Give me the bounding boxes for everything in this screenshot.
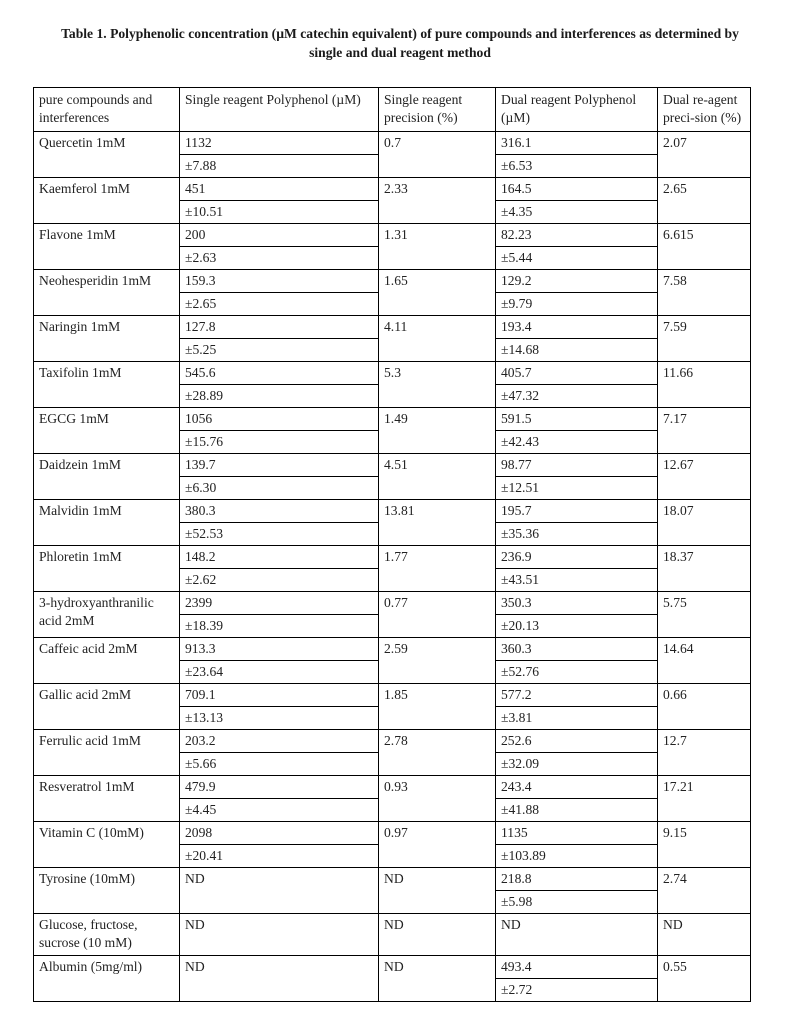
table-row [34,822,751,845]
single-sd: ±52.53 [180,523,379,546]
table-row [34,316,751,339]
single-precision: 0.93 [379,776,496,822]
compound-name: Flavone 1mM [34,224,180,270]
header-row [34,88,751,132]
compound-name: Glucose, fructose, sucrose (10 mM) [34,914,180,956]
single-sd: ±5.66 [180,753,379,776]
single-precision: 1.65 [379,270,496,316]
single-precision: 13.81 [379,500,496,546]
table-caption [8,24,792,62]
dual-precision: 0.66 [658,684,751,730]
single-value: 203.2 [180,730,379,753]
compound-name: Vitamin C (10mM) [34,822,180,868]
table-row [34,132,751,155]
compound-name: Caffeic acid 2mM [34,638,180,684]
single-value: 148.2 [180,546,379,569]
table-row [34,500,751,523]
table-row [34,224,751,247]
single-precision: 1.77 [379,546,496,592]
single-sd: ±13.13 [180,707,379,730]
compound-name: Ferrulic acid 1mM [34,730,180,776]
table-row [34,546,751,569]
dual-value: 360.3 [496,638,658,661]
table-row [34,914,751,956]
single-sd: ±18.39 [180,615,379,638]
dual-value: 164.5 [496,178,658,201]
dual-sd: ±32.09 [496,753,658,776]
dual-value: 129.2 [496,270,658,293]
dual-precision: 14.64 [658,638,751,684]
table-row [34,868,751,891]
dual-value: 591.5 [496,408,658,431]
single-precision: 4.11 [379,316,496,362]
single-precision: 1.85 [379,684,496,730]
single-value: 2098 [180,822,379,845]
dual-value: 243.4 [496,776,658,799]
single-sd: ±2.62 [180,569,379,592]
dual-sd: ±20.13 [496,615,658,638]
table-row [34,730,751,753]
compound-name: Kaemferol 1mM [34,178,180,224]
single-value: ND [180,956,379,1002]
dual-value: 193.4 [496,316,658,339]
compound-name: 3-hydroxyanthranilic acid 2mM [34,592,180,638]
single-precision: 4.51 [379,454,496,500]
single-value: 451 [180,178,379,201]
single-sd: ±23.64 [180,661,379,684]
single-value: 709.1 [180,684,379,707]
dual-precision: 18.37 [658,546,751,592]
dual-precision: 2.07 [658,132,751,178]
compound-name: Naringin 1mM [34,316,180,362]
single-precision: 1.49 [379,408,496,454]
compound-name: Malvidin 1mM [34,500,180,546]
table-row [34,956,751,979]
single-value: 380.3 [180,500,379,523]
compound-name: Resveratrol 1mM [34,776,180,822]
single-value: ND [180,868,379,914]
dual-precision: 7.17 [658,408,751,454]
dual-precision: 5.75 [658,592,751,638]
dual-precision: 6.615 [658,224,751,270]
dual-value: 252.6 [496,730,658,753]
dual-value: 350.3 [496,592,658,615]
compound-name: Taxifolin 1mM [34,362,180,408]
polyphenol-table [33,87,751,1002]
dual-sd: ±5.44 [496,247,658,270]
dual-precision: 17.21 [658,776,751,822]
table-row [34,270,751,293]
dual-value: 577.2 [496,684,658,707]
dual-precision: 12.7 [658,730,751,776]
dual-sd: ±14.68 [496,339,658,362]
single-value: 2399 [180,592,379,615]
dual-value: 236.9 [496,546,658,569]
dual-sd: ±35.36 [496,523,658,546]
table-row [34,638,751,661]
single-precision: 5.3 [379,362,496,408]
compound-name: Quercetin 1mM [34,132,180,178]
single-precision: ND [379,868,496,914]
table-row [34,684,751,707]
single-value: 139.7 [180,454,379,477]
single-precision: 0.97 [379,822,496,868]
single-sd: ±15.76 [180,431,379,454]
compound-name: Albumin (5mg/ml) [34,956,180,1002]
single-sd: ±6.30 [180,477,379,500]
dual-precision: ND [658,914,751,956]
single-precision: 0.7 [379,132,496,178]
header-dual-precision: Dual re-agent preci-sion (%) [658,88,751,132]
dual-precision: 18.07 [658,500,751,546]
dual-value: 405.7 [496,362,658,385]
single-value: 545.6 [180,362,379,385]
header-single-precision: Single reagent precision (%) [379,88,496,132]
dual-precision: 9.15 [658,822,751,868]
single-precision: ND [379,956,496,1002]
single-value: ND [180,914,379,956]
caption-line-2: single and dual reagent method [309,45,491,60]
dual-sd: ±9.79 [496,293,658,316]
compound-name: Tyrosine (10mM) [34,868,180,914]
compound-name: Daidzein 1mM [34,454,180,500]
single-value: 127.8 [180,316,379,339]
dual-precision: 2.74 [658,868,751,914]
table-row [34,454,751,477]
dual-sd: ±5.98 [496,891,658,914]
dual-sd: ±4.35 [496,201,658,224]
single-precision: 1.31 [379,224,496,270]
dual-sd: ±43.51 [496,569,658,592]
dual-precision: 11.66 [658,362,751,408]
dual-sd: ±2.72 [496,979,658,1002]
single-precision: 2.59 [379,638,496,684]
dual-sd: ±47.32 [496,385,658,408]
dual-sd: ±103.89 [496,845,658,868]
table-body [34,132,751,1002]
caption-line-1: Table 1. Polyphenolic concentration (µM catechin equivalent) of pure compounds and interferences as determined by [61,26,739,41]
dual-value: 82.23 [496,224,658,247]
compound-name: EGCG 1mM [34,408,180,454]
dual-value: 218.8 [496,868,658,891]
dual-sd: ±52.76 [496,661,658,684]
dual-value: 98.77 [496,454,658,477]
single-precision: 2.78 [379,730,496,776]
compound-name: Gallic acid 2mM [34,684,180,730]
dual-sd: ±41.88 [496,799,658,822]
single-sd: ±4.45 [180,799,379,822]
single-sd: ±2.63 [180,247,379,270]
table-row [34,178,751,201]
header-dual-polyphenol: Dual reagent Polyphenol (µM) [496,88,658,132]
dual-sd: ±6.53 [496,155,658,178]
dual-precision: 12.67 [658,454,751,500]
single-value: 200 [180,224,379,247]
dual-sd: ±3.81 [496,707,658,730]
single-value: 159.3 [180,270,379,293]
dual-precision: 7.59 [658,316,751,362]
header-single-polyphenol: Single reagent Polyphenol (µM) [180,88,379,132]
dual-value: 1135 [496,822,658,845]
single-precision: 0.77 [379,592,496,638]
table-row [34,592,751,615]
dual-value: 195.7 [496,500,658,523]
table-row [34,408,751,431]
dual-value: ND [496,914,658,956]
header-compound: pure compounds and interferences [34,88,180,132]
dual-value: 493.4 [496,956,658,979]
compound-name: Phloretin 1mM [34,546,180,592]
dual-sd: ±12.51 [496,477,658,500]
single-sd: ±5.25 [180,339,379,362]
single-precision: ND [379,914,496,956]
single-sd: ±28.89 [180,385,379,408]
table-row [34,362,751,385]
single-value: 913.3 [180,638,379,661]
dual-precision: 7.58 [658,270,751,316]
dual-precision: 2.65 [658,178,751,224]
single-precision: 2.33 [379,178,496,224]
dual-sd: ±42.43 [496,431,658,454]
single-sd: ±7.88 [180,155,379,178]
single-sd: ±20.41 [180,845,379,868]
single-sd: ±10.51 [180,201,379,224]
dual-precision: 0.55 [658,956,751,1002]
single-value: 1056 [180,408,379,431]
compound-name: Neohesperidin 1mM [34,270,180,316]
single-value: 1132 [180,132,379,155]
single-value: 479.9 [180,776,379,799]
dual-value: 316.1 [496,132,658,155]
single-sd: ±2.65 [180,293,379,316]
table-row [34,776,751,799]
